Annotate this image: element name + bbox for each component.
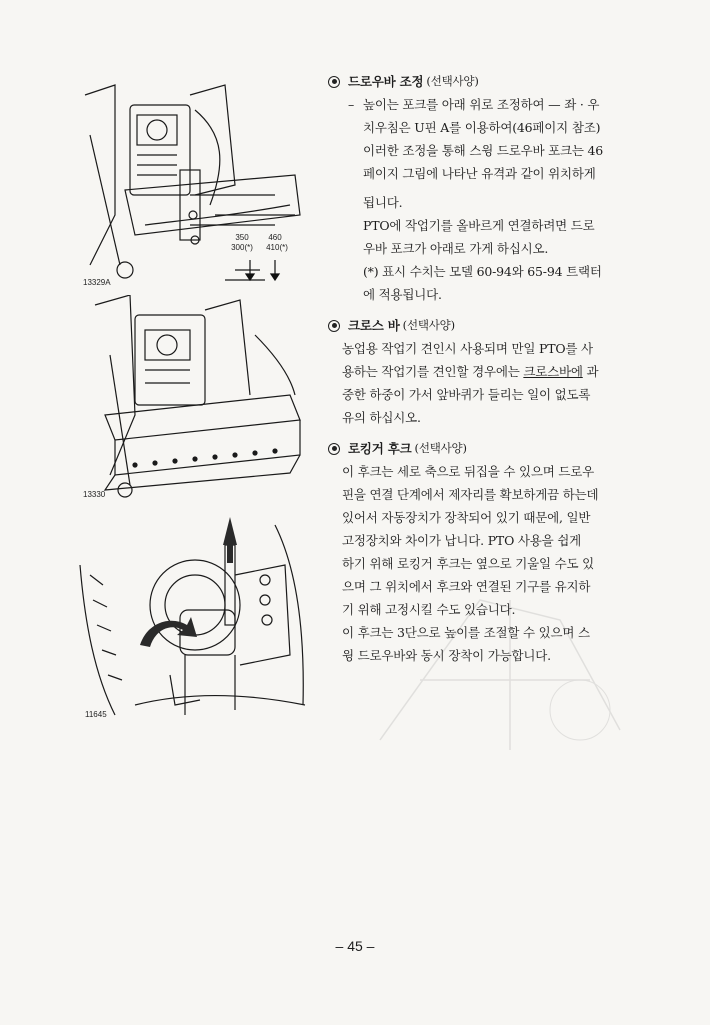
text-span: 용하는 작업기를 견인할 경우에는 (342, 364, 524, 379)
page-number: – 45 – (335, 938, 375, 954)
section-title: 드로우바 조정 (348, 74, 424, 89)
section-heading-drawbar (328, 70, 638, 93)
callout-460: 460 (268, 233, 282, 242)
paragraph-line: 이러한 조정을 통해 스윙 드로우바 포크는 46 (363, 143, 604, 158)
cross-bar-illustration (75, 295, 305, 505)
bullet-icon (328, 443, 340, 455)
paragraph-line: 윙 드로우바와 동시 장착이 가능합니다. (342, 648, 551, 663)
bullet-icon (328, 76, 340, 88)
dash-marker: – (348, 97, 355, 112)
paragraph-line: 중한 하중이 가서 앞바퀴가 들리는 일이 없도록 (342, 387, 591, 402)
dash-paragraph-line (328, 93, 638, 116)
paragraph-line: 기 위해 고정시킬 수도 있습니다. (342, 602, 516, 617)
paragraph-line: 하기 위해 로킹거 후크는 옆으로 기울일 수도 있 (342, 556, 595, 571)
paragraph-line: 페이지 그림에 나타난 유격과 같이 위치하게 (363, 166, 596, 181)
figure-drawbar-adjustment (75, 75, 305, 290)
callout-350: 350 (235, 233, 249, 242)
section-option-note: (선택사양) (402, 318, 455, 332)
paragraph-line: 유의 하십시오. (342, 410, 421, 425)
footnote-line: 에 적용됩니다. (363, 287, 442, 302)
section-title: 크로스 바 (348, 318, 400, 333)
paragraph-line: 핀을 연결 단계에서 제자리를 확보하게끔 하는데 (342, 487, 599, 502)
section-heading-rotating-hook (328, 437, 638, 460)
bullet-icon (328, 320, 340, 332)
figure-cross-bar (75, 295, 305, 505)
paragraph-line: 이 후크는 세로 축으로 뒤집을 수 있으며 드로우 (342, 464, 595, 479)
paragraph-line: PTO에 작업기를 올바르게 연결하려면 드로 (363, 218, 595, 233)
figure-number: 13329A (83, 278, 111, 287)
text-column (328, 70, 638, 667)
figure-rotating-hook (75, 505, 310, 730)
paragraph-line: 됩니다. (363, 195, 403, 210)
callout-300: 300(*) (231, 243, 253, 252)
footnote-line: (*) 표시 수치는 모델 60-94와 65-94 트랙터 (363, 264, 602, 279)
section-option-note: (선택사양) (426, 74, 479, 88)
text-span: 과 (582, 364, 599, 379)
section-option-note: (선택사양) (414, 441, 467, 455)
paragraph-line: 높이는 포크를 아래 위로 조정하여 — 좌 · 우 (363, 97, 600, 112)
paragraph-line: 치우침은 U핀 A를 이용하여(46페이지 참조) (363, 120, 601, 135)
paragraph-line (328, 360, 638, 383)
paragraph-line: 농업용 작업기 견인시 사용되며 만일 PTO를 사 (342, 341, 593, 356)
paragraph-line: 이 후크는 3단으로 높이를 조절할 수 있으며 스 (342, 625, 590, 640)
callout-410: 410(*) (266, 243, 288, 252)
figure-number: 13330 (83, 490, 106, 499)
drawbar-illustration (75, 75, 305, 290)
paragraph-line: 으며 그 위치에서 후크와 연결된 기구를 유지하 (342, 579, 591, 594)
paragraph-line: 우바 포크가 아래로 가게 하십시오. (363, 241, 549, 256)
paragraph-line: 있어서 자동장치가 장착되어 있기 때문에, 일반 (342, 510, 591, 525)
figure-number: 11645 (85, 710, 107, 719)
section-heading-cross-bar (328, 314, 638, 337)
underlined-term: 크로스바에 (523, 364, 583, 379)
paragraph-line: 고정장치와 차이가 납니다. PTO 사용을 쉽게 (342, 533, 582, 548)
section-title: 로킹거 후크 (348, 441, 412, 456)
rotating-hook-illustration (75, 505, 310, 730)
